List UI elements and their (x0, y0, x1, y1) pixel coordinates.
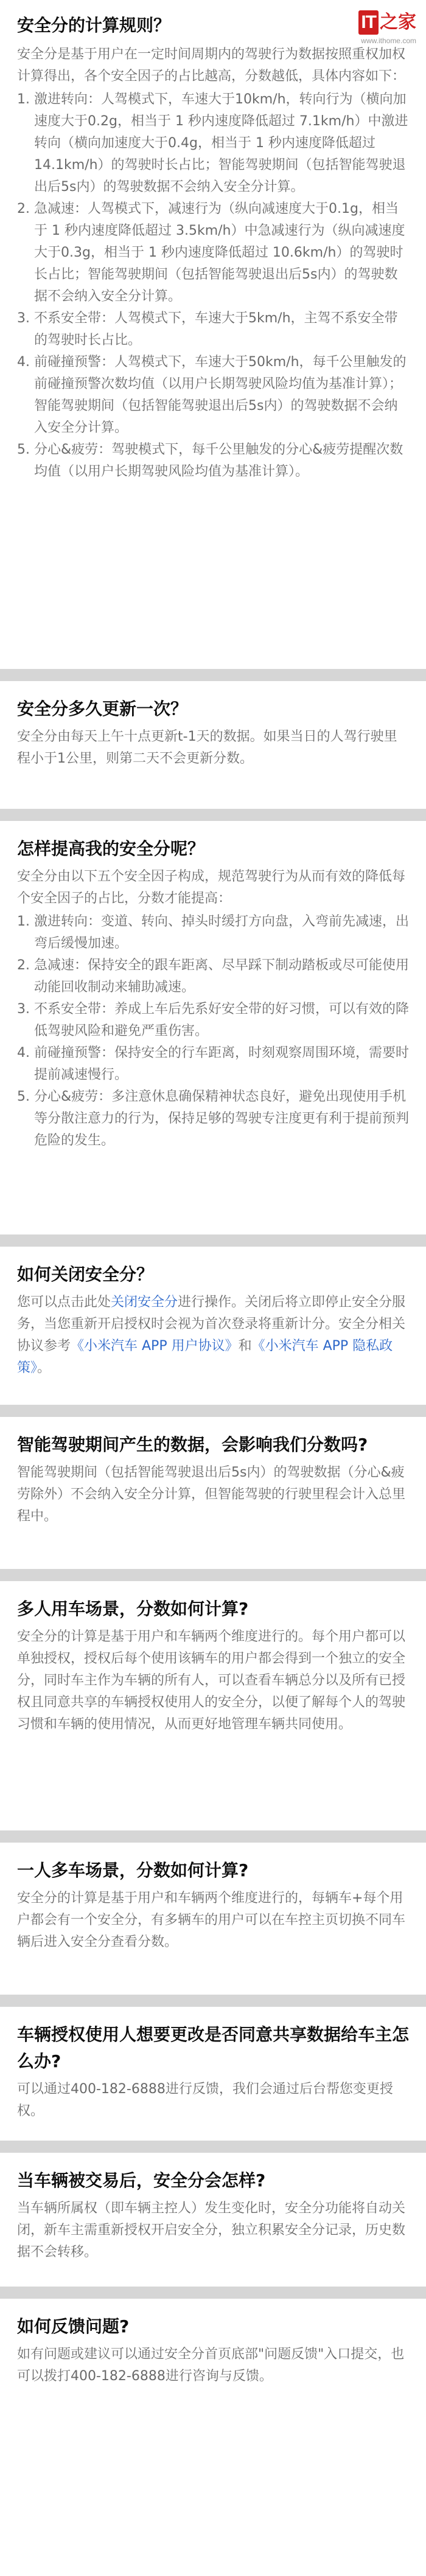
section-title: 智能驾驶期间产生的数据，会影响我们分数吗? (17, 1435, 368, 1455)
section-body: 当车辆所属权（即车辆主控人）发生变化时，安全分功能将自动关闭，新车主需重新授权开启安全分，独立积累安全分记录，历史数据不会转移。 (17, 2201, 406, 2260)
list-item: 3. 不系安全带：人驾模式下，车速大于5km/h，主驾不系安全带的驾驶时长占比。 (17, 311, 398, 348)
section-title: 当车辆被交易后，安全分会怎样? (17, 2170, 266, 2190)
card-change-sharing (0, 2007, 426, 2141)
section-body: 安全分由每天上午十点更新t-1天的数据。如果当日的人驾行驶里程小于1公里，则第二天不会更新分数。 (17, 729, 397, 766)
rules-list (17, 89, 409, 483)
section-title: 安全分多久更新一次？ (17, 699, 188, 719)
section-intro: 安全分是基于用户在一定时间周期内的驾驶行为数据按照重权加权计算得出，各个安全因子的占比越高，分数越低，具体内容如下： (17, 47, 406, 84)
tips-list (17, 911, 409, 1152)
card-feedback (0, 2299, 426, 2576)
card-smart-driving-data (0, 1417, 426, 1569)
section-body: 安全分的计算是基于用户和车辆两个维度进行的。每个用户都可以单独授权，授权后每个使用该辆车的用户都会得到一个独立的安全分，同时车主作为车辆的所有人，可以查看车辆总分以及所有已授权且同意共享的车辆授权使用人的安全分，以便了解每个人的驾驶习惯和车辆的使用情况，从而更好地管理车辆共同使用。 (17, 1629, 406, 1732)
ithome-logo: IT 之家 (358, 9, 416, 36)
section-body: 如有问题或建议可以通过安全分首页底部"问题反馈"入口提交，也可以拨打400-182-6888进行咨询与反馈。 (17, 2347, 405, 2384)
section-body: 可以通过400-182-6888进行反馈，我们会通过后台帮您变更授权。 (17, 2082, 393, 2119)
watermark-url: www.ithome.com (361, 36, 416, 45)
watermark (355, 9, 416, 46)
list-item: 3. 不系安全带：养成上车后先系好安全带的好习惯，可以有效的降低驾驶风险和避免严重伤害。 (17, 1002, 410, 1039)
user-agreement-link[interactable]: 《小米汽车 APP 用户协议》 (71, 1338, 239, 1354)
section-title: 如何反馈问题? (17, 2316, 130, 2336)
list-item: 1. 激进转向：人驾模式下，车速大于10km/h，转向行为（横向加速度大于0.2g，相当于 1 秒内速度降低超过 7.1km/h）中激进转向（横向加速度大于0.4g，相当于 1 秒内速度降低超过14.1km/h）的驾驶时长占比；智能驾驶期间（包括智能驾驶退出后5s内）的驾驶数据不会纳入安全分计算。 (17, 92, 408, 195)
section-title: 怎样提高我的安全分呢？ (17, 839, 205, 859)
card-multi-vehicle (0, 1843, 426, 1995)
list-item: 2. 急减速：保持安全的跟车距离、尽早踩下制动踏板或尽可能使用动能回收制动来辅助减速。 (17, 958, 410, 995)
section-body: 智能驾驶期间（包括智能驾驶退出后5s内）的驾驶数据（分心&疲劳除外）不会纳入安全分计算，但智能驾驶的行驶里程会计入总里程中。 (17, 1465, 406, 1524)
card-vehicle-traded (0, 2153, 426, 2287)
card-improve-score (0, 821, 426, 1234)
disable-score-link[interactable]: 关闭安全分 (111, 1295, 178, 1310)
section-title: 多人用车场景，分数如何计算? (17, 1599, 249, 1619)
section-title: 如何关闭安全分？ (17, 1264, 154, 1284)
list-item: 5. 分心&疲劳：驾驶模式下，每千公里触发的分心&疲劳提醒次数均值（以用户长期驾驶风险均值为基准计算）。 (17, 442, 403, 479)
list-item: 4. 前碰撞预警：人驾模式下，车速大于50km/h，每千公里触发的前碰撞预警次数均值（以用户长期驾驶风险均值为基准计算）；智能驾驶期间（包括智能驾驶退出后5s内）的驾驶数据不会纳入安全分计算。 (17, 355, 407, 435)
card-disable-score (0, 1247, 426, 1405)
section-intro: 安全分由以下五个安全因子构成，规范驾驶行为从而有效的降低每个安全因子的占比，分数才能提高： (17, 869, 406, 906)
privacy-policy-link[interactable]: 《小米汽车 APP 隐私政策》 (17, 1338, 393, 1376)
card-update-frequency (0, 681, 426, 809)
section-title: 安全分的计算规则？ (17, 15, 171, 35)
list-item: 5. 分心&疲劳：多注意休息确保精神状态良好，避免出现使用手机等分散注意力的行为，保持足够的驾驶专注度更有利于提前预判危险的发生。 (17, 1089, 410, 1148)
card-scoring-rules (0, 0, 426, 669)
list-item: 1. 激进转向：变道、转向、掉头时缓打方向盘，入弯前先减速，出弯后缓慢加速。 (17, 914, 410, 951)
list-item: 2. 急减速：人驾模式下，减速行为（纵向减速度大于0.1g，相当于 1 秒内速度降低超过 3.5km/h）中急减速行为（纵向减速度大于0.3g，相当于 1 秒内速度降低超过 10.6km/h）的驾驶时长占比；智能驾驶期间（包括智能驾驶退出后5s内）的驾驶数据不会纳入安全分计算。 (17, 201, 405, 304)
section-body: 您可以点击此处关闭安全分进行操作。关闭后将立即停止安全分服务，当您重新开启授权时会视为首次登录将重新计分。安全分相关协议参考《小米汽车 APP 用户协议》和《小米汽车 APP 隐私政策》。 (17, 1295, 406, 1376)
section-title: 一人多车场景，分数如何计算? (17, 1860, 249, 1880)
list-item: 4. 前碰撞预警：保持安全的行车距离，时刻观察周围环境，需要时提前减速慢行。 (17, 1045, 410, 1082)
card-multi-user (0, 1581, 426, 1830)
section-body: 安全分的计算是基于用户和车辆两个维度进行的，每辆车+每个用户都会有一个安全分，有多辆车的用户可以在车控主页切换不同车辆后进入安全分查看分数。 (17, 1891, 406, 1950)
section-title: 车辆授权使用人想要更改是否同意共享数据给车主怎么办? (17, 2024, 410, 2071)
